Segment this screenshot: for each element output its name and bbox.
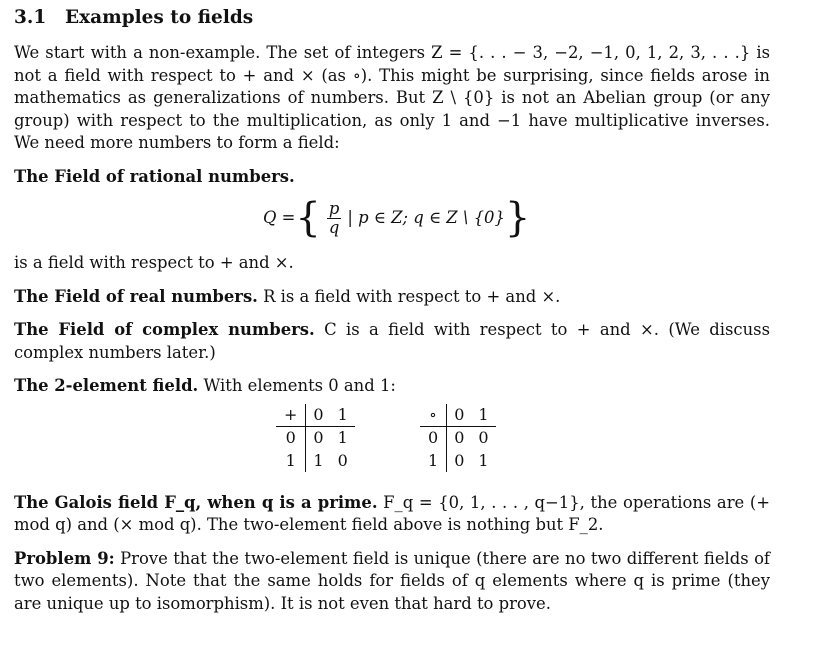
galois-text: F_q = {0, 1, . . . , q−1}, the operations are (+ mod q) and (× mod q). The two-element field above is nothing but F_2. xyxy=(14,492,770,534)
intro-paragraph: We start with a non-example. The set of integers Z = {. . . − 3, −2, −1, 0, 1, 2, 3, . . .} is not a field with respect to + and × (as ∘). This might be surprising, since fields arose in mathematics as generalizations of numbers. But Z \ {0} is not an Abelian group (or any group) with respect to the multiplication, as only 1 and −1 have multiplicative inverses. We need more numbers to form a field: xyxy=(14,43,770,152)
table-row xyxy=(420,404,496,427)
table-cell: 0 xyxy=(447,404,472,427)
section-heading xyxy=(14,5,770,31)
table-row xyxy=(420,450,496,473)
table-cell: 0 xyxy=(337,450,348,470)
problem-text: Prove that the two-element field is unique (there are no two different fields of two elements). Note that the same holds for fields of q elements where q is prime (they are unique up to isomorphism). It is not even that hard to prove. xyxy=(14,548,771,613)
galois-paragraph xyxy=(14,492,770,537)
two-element-heading: The 2-element field. xyxy=(14,376,199,395)
complex-paragraph xyxy=(14,319,770,364)
table-cell: + xyxy=(276,404,306,427)
table-cell: 1 xyxy=(331,404,355,427)
table-cell: 1 xyxy=(337,428,348,447)
table-cell: 0 xyxy=(306,404,331,427)
table-cell: 0 xyxy=(478,428,489,447)
galois-heading: The Galois field F_q, when q is a prime. xyxy=(14,492,378,512)
right-brace-icon: } xyxy=(504,195,531,241)
fraction xyxy=(327,200,342,237)
equation-lhs: Q = xyxy=(263,207,296,227)
table-row xyxy=(276,450,355,473)
real-paragraph xyxy=(14,286,770,309)
table-cell: 0 xyxy=(454,450,465,470)
table-row xyxy=(420,427,496,450)
table-row xyxy=(276,427,355,450)
two-element-paragraph xyxy=(14,375,770,398)
two-element-text: With elements 0 and 1: xyxy=(203,376,396,395)
addition-table xyxy=(276,404,355,473)
operation-tables xyxy=(14,404,770,472)
multiplication-table xyxy=(420,404,496,473)
table-cell: 0 xyxy=(276,427,306,450)
rational-heading xyxy=(14,166,770,189)
table-cell: 1 xyxy=(313,450,324,470)
fraction-numerator: p xyxy=(328,198,340,218)
rational-after: is a field with respect to + and ×. xyxy=(14,253,294,272)
table-cell: 0 xyxy=(313,428,324,447)
fraction-denominator: q xyxy=(328,217,340,237)
rational-heading-text: The Field of rational numbers. xyxy=(14,166,295,186)
table-cell: 1 xyxy=(471,404,495,427)
complex-heading: The Field of complex numbers. xyxy=(14,320,315,339)
real-heading: The Field of real numbers. xyxy=(14,286,258,306)
page xyxy=(14,5,770,615)
table-cell: 0 xyxy=(420,427,447,450)
section-number: 3.1 xyxy=(14,7,47,28)
table-cell: 1 xyxy=(276,450,306,473)
real-text: R is a field with respect to + and ×. xyxy=(263,286,561,306)
section-title: Examples to fields xyxy=(65,7,254,28)
problem-paragraph xyxy=(14,548,770,616)
problem-label: Problem 9: xyxy=(14,548,115,568)
table-row xyxy=(276,404,355,427)
table-cell: 0 xyxy=(454,428,465,447)
table-cell: 1 xyxy=(478,450,489,470)
complex-text: C is a field with respect to + and ×. (We discuss complex numbers later.) xyxy=(14,320,770,362)
table-cell: 1 xyxy=(420,450,447,473)
left-brace-icon: { xyxy=(295,195,321,241)
equation-condition: | p ∈ Z; q ∈ Z \ {0} xyxy=(347,207,505,227)
rational-equation xyxy=(14,192,770,244)
table-cell: ∘ xyxy=(420,404,447,427)
